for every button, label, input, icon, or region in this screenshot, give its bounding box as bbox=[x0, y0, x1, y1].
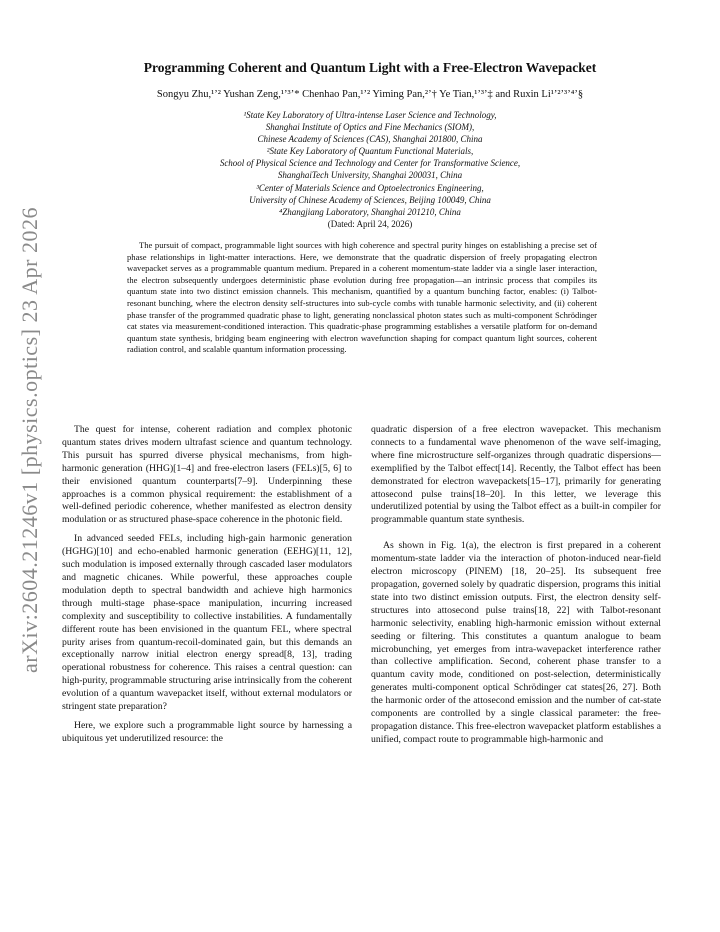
affiliations bbox=[60, 109, 680, 230]
body-left-column bbox=[62, 424, 352, 746]
arxiv-identifier: arXiv:2604.21246v1 [physics.optics] 23 Apr 2026 bbox=[17, 207, 42, 673]
paragraph: The quest for intense, coherent radiation and complex photonic quantum states drives modern ultrafast science and quantum technology. This pursuit has spurred diverse physical mechanisms, from high-harmonic generation (HHG)[1–4] and free-electron lasers (FELs)[5, 6] to their envisioned quantum counterparts[7–9]. Underpinning these approaches is a common physical requirement: the establishment of a well-defined periodic coherence, whether manifested as electron density modulation or as structured phase-space coherence in the photonic field. bbox=[62, 424, 352, 526]
affiliation-line: ¹State Key Laboratory of Ultra-intense Laser Science and Technology, bbox=[243, 110, 497, 120]
paper-title: Programming Coherent and Quantum Light with a Free-Electron Wavepacket bbox=[143, 60, 597, 75]
affiliation-line: University of Chinese Academy of Sciences, Beijing 100049, China bbox=[249, 194, 491, 205]
abstract: The pursuit of compact, programmable light sources with high coherence and spectral purity hinges on establishing a precise set of phase relationships in light-matter interactions. Here, we demonstrate that the quadratic dispersion of freely propagating electron wavepacket serves as a programmable quantum medium. Prepared in a coherent momentum-state ladder via a single laser interaction, the electron subsequently undergoes deterministic phase evolution during free propagation—an intrinsic process that compiles its quantum state into two distinct emission channels. This mechanism, quantified by a quantum bunching factor, enables: (i) Talbot-resonant bunching, where the electron density self-structures into sub-cycle combs with tunable harmonic selectivity, and (ii) coherent phase transfer of the programmed quadratic phase to light, generating nonclassical photon states such as multi-component Schrödinger cat states via measurement-conditioned interaction. This quadratic-phase programming establishes a versatile platform for on-demand quantum state synthesis, bridging beam engineering with electron wavefunction shaping for compact quantum light sources, coherent radiation control, and scalable quantum information processing. bbox=[127, 240, 597, 355]
affiliation-line: Shanghai Institute of Optics and Fine Mechanics (SIOM), bbox=[265, 122, 475, 133]
affiliation-line: ShanghaiTech University, Shanghai 200031, China bbox=[277, 170, 463, 181]
affiliation-line: School of Physical Science and Technology and Center for Transformative Science, bbox=[219, 158, 521, 169]
arxiv-sidebar bbox=[8, 207, 52, 673]
affiliation-line: ²State Key Laboratory of Quantum Functional Materials, bbox=[266, 146, 474, 157]
affiliation-line: ³Center of Materials Science and Optoelectronics Engineering, bbox=[256, 182, 484, 193]
paragraph: Here, we explore such a programmable light source by harnessing a ubiquitous yet underutilized resource: the bbox=[62, 719, 352, 744]
author-list: Songyu Zhu,¹ʼ² Yushan Zeng,¹ʼ³ʼ* Chenhao Pan,¹ʼ² Yiming Pan,²ʼ† Ye Tian,¹ʼ³ʼ‡ and Ruxin Li¹ʼ²ʼ³ʼ⁴ʼ§ bbox=[156, 89, 584, 100]
dated-line: (Dated: April 24, 2026) bbox=[327, 218, 413, 229]
paragraph: quadratic dispersion of a free electron wavepacket. This mechanism connects to a fundamental wave phenomenon of the wave self-imaging, where fine microstructure self-organizes through quadratic dispersions— exemplified by the Talbot effect[14]. Recently, the Talbot effect has been demonstrated for electron wavepackets[15–17], primarily for generating attosecond pulse trains[18–20]. In this letter, we leverage this underutilized potential by using the Talbot effect as a built-in compiler for programmable quantum state synthesis. bbox=[371, 424, 661, 526]
affiliation-line: ⁴Zhangjiang Laboratory, Shanghai 201210, China bbox=[279, 206, 461, 217]
paragraph: As shown in Fig. 1(a), the electron is first prepared in a coherent momentum-state ladder via the interaction of photon-induced near-field electron microscopy (PINEM) [18, 20–25]. Its subsequent free propagation, governed solely by quadratic dispersion, programs this initial state into two distinct emission outputs. First, the electron density self-structures into attosecond pulse trains[18, 22] with Talbot-resonant harmonic selectivity, enabling high-harmonic emission without external seeding or filtering. This constitutes a quantum analogue to beam microbunching, yet emerges from intra-wavepacket interference rather than collective amplification. Second, coherent phase transfer to a quantum cavity mode, conditioned on post-selection, deterministically generates multi-component optical Schrödinger cat states[26, 27]. Both the harmonic order of the attosecond emission and the number of cat-state components are controlled by a single classical parameter: the free-propagation distance. This free-electron wavepacket platform establishes a unified, compact route to programmable high-harmonic and bbox=[371, 540, 661, 745]
affiliation-line: Chinese Academy of Sciences (CAS), Shanghai 201800, China bbox=[257, 134, 483, 145]
paragraph: In advanced seeded FELs, including high-gain harmonic generation (HGHG)[10] and echo-enabled harmonic generation (EEHG)[11, 12], such modulation is imposed externally through cascaded laser modulators and magnetic chicanes. While powerful, these approaches couple modulation depth to spectral bandwidth and achieve high harmonics through multi-stage phase-space manipulation, incurring increased complexity and susceptibility to collective instabilities. A fundamentally different route has been envisioned in the quantum FEL, where spectral purity arises from quantum-recoil-dominated gain, but this demands an exceptionally narrow initial electron energy spread[8, 13], trading operational robustness for coherence. This raises a central question: can high-purity, programmable structuring arise intrinsically from the coherent evolution of a quantum wavepacket itself, without external modulators or stringent state preparation? bbox=[62, 533, 352, 713]
body-right-column bbox=[371, 424, 661, 747]
